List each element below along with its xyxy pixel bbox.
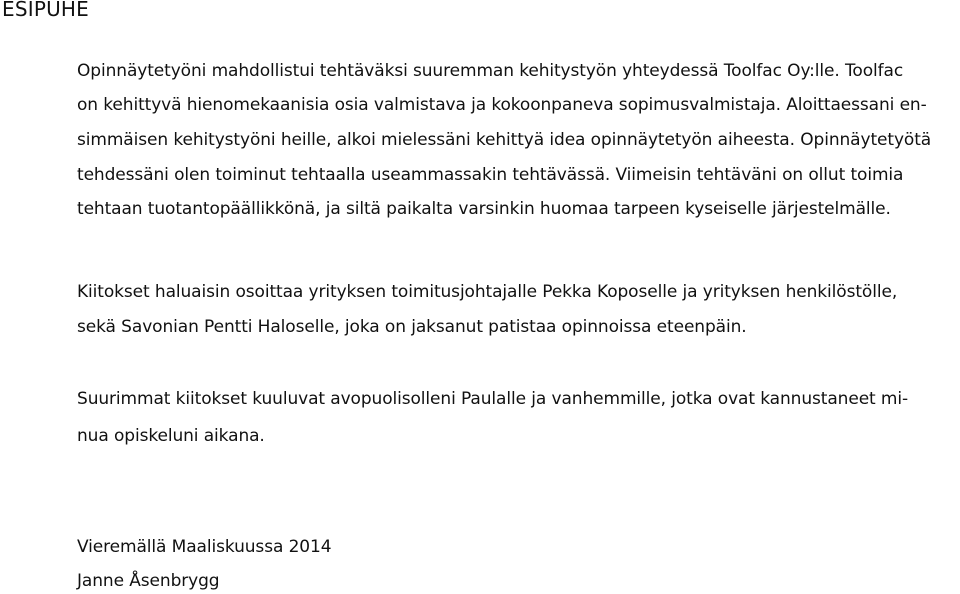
place-and-date: Vieremällä Maaliskuussa 2014: [77, 537, 332, 557]
signature-name: Janne Åsenbrygg: [77, 571, 220, 591]
page-heading: ESIPUHE: [2, 0, 90, 21]
paragraph-3-line-2: nua opiskeluni aikana.: [77, 426, 265, 446]
paragraph-1-line-3: simmäisen kehitystyöni heille, alkoi mielessäni kehittyä idea opinnäytetyön aiheesta. Opinnäytetyötä: [77, 130, 932, 150]
paragraph-2-line-1: Kiitokset haluaisin osoittaa yrityksen toimitusjohtajalle Pekka Koposelle ja yrityksen henkilöstölle,: [77, 282, 898, 302]
paragraph-1-line-5: tehtaan tuotantopäällikkönä, ja siltä paikalta varsinkin huomaa tarpeen kyseiselle järjestelmälle.: [77, 199, 891, 219]
paragraph-3-line-1: Suurimmat kiitokset kuuluvat avopuolisolleni Paulalle ja vanhemmille, jotka ovat kannustaneet mi-: [77, 389, 909, 409]
paragraph-2-line-2: sekä Savonian Pentti Haloselle, joka on jaksanut patistaa opinnoissa eteenpäin.: [77, 317, 747, 337]
paragraph-1-line-4: tehdessäni olen toiminut tehtaalla useammassakin tehtävässä. Viimeisin tehtäväni on ollut toimia: [77, 165, 904, 185]
paragraph-1-line-1: Opinnäytetyöni mahdollistui tehtäväksi suuremman kehitystyön yhteydessä Toolfac Oy:lle. Toolfac: [77, 61, 904, 81]
paragraph-1-line-2: on kehittyvä hienomekaanisia osia valmistava ja kokoonpaneva sopimusvalmistaja. Aloittaessani en-: [77, 95, 927, 115]
